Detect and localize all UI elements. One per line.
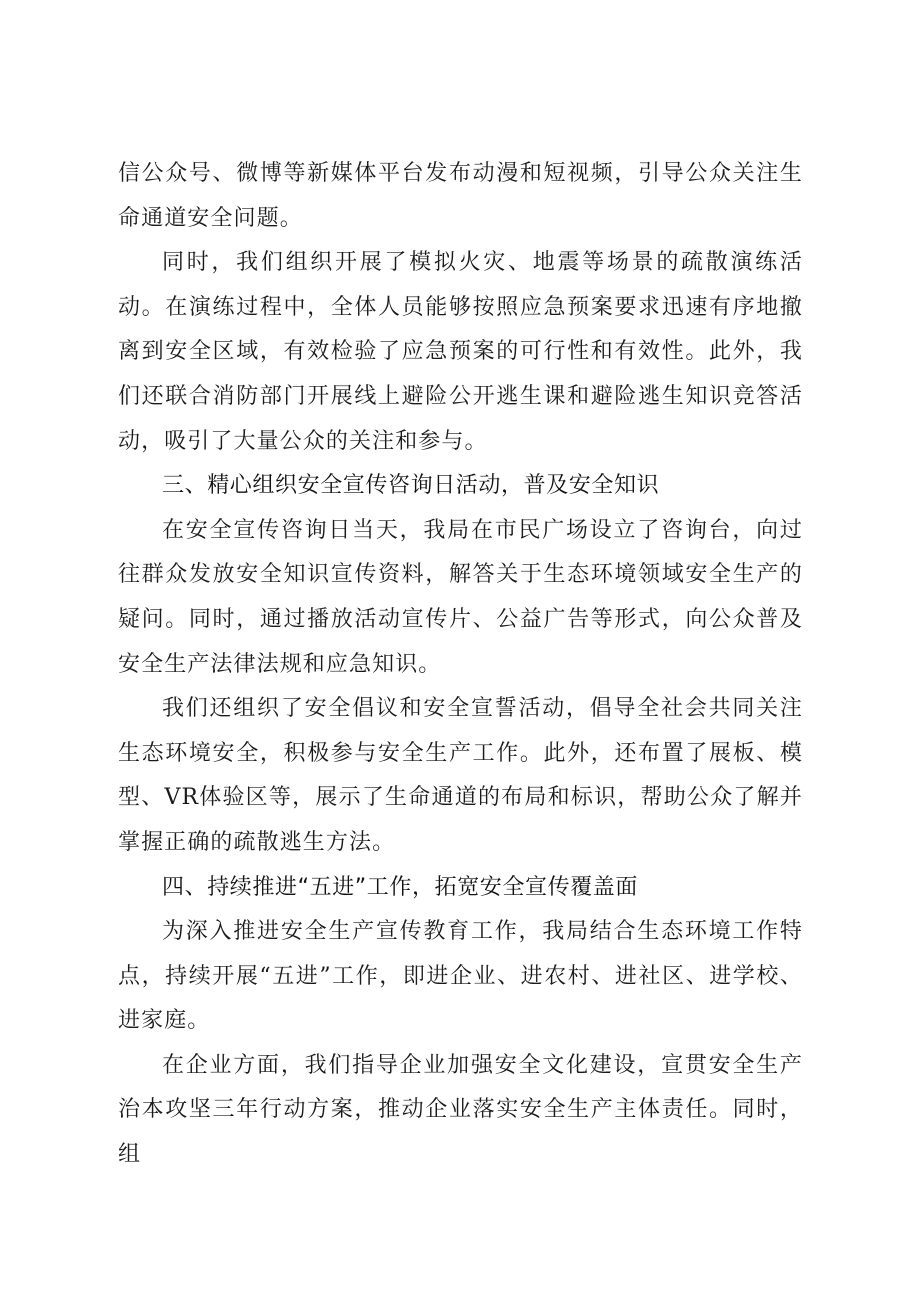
paragraph-3: 在安全宣传咨询日当天，我局在市民广场设立了咨询台，向过往群众发放安全知识宣传资料，解答关于生态环境领域安全生产的疑问。同时，通过播放活动宣传片、公益广告等形式，向公众普及安全生产法律法规和应急知识。 (118, 517, 803, 677)
section-heading-4: 四、持续推进“五进”工作，拓宽安全宣传覆盖面 (162, 874, 638, 900)
paragraph-2: 同时，我们组织开展了模拟火灾、地震等场景的疏散演练活动。在演练过程中，全体人员能够按照应急预案要求迅速有序地撤离到安全区域，有效检验了应急预案的可行性和有效性。此外，我们还联合消防部门开展线上避险公开逃生课和避险逃生知识竞答活动，吸引了大量公众的关注和参与。 (118, 250, 803, 454)
paragraph-6: 在企业方面，我们指导企业加强安全文化建设，宣贯安全生产治本攻坚三年行动方案，推动企业落实安全生产主体责任。同时，组 (118, 1052, 803, 1168)
paragraph-1: 信公众号、微博等新媒体平台发布动漫和短视频，引导公众关注生命通道安全问题。 (118, 161, 803, 231)
document-page (118, 152, 803, 1178)
paragraph-5: 为深入推进安全生产宣传教育工作，我局结合生态环境工作特点，持续开展“五进”工作，即进企业、进农村、进社区、进学校、进家庭。 (118, 919, 803, 1034)
section-heading-3: 三、精心组织安全宣传咨询日活动，普及安全知识 (162, 473, 660, 499)
paragraph-4: 我们还组织了安全倡议和安全宣誓活动，倡导全社会共同关注生态环境安全，积极参与安全生产工作。此外，还布置了展板、模型、VR体验区等，展示了生命通道的布局和标识，帮助公众了解并掌握正确的疏散逃生方法。 (118, 696, 803, 855)
